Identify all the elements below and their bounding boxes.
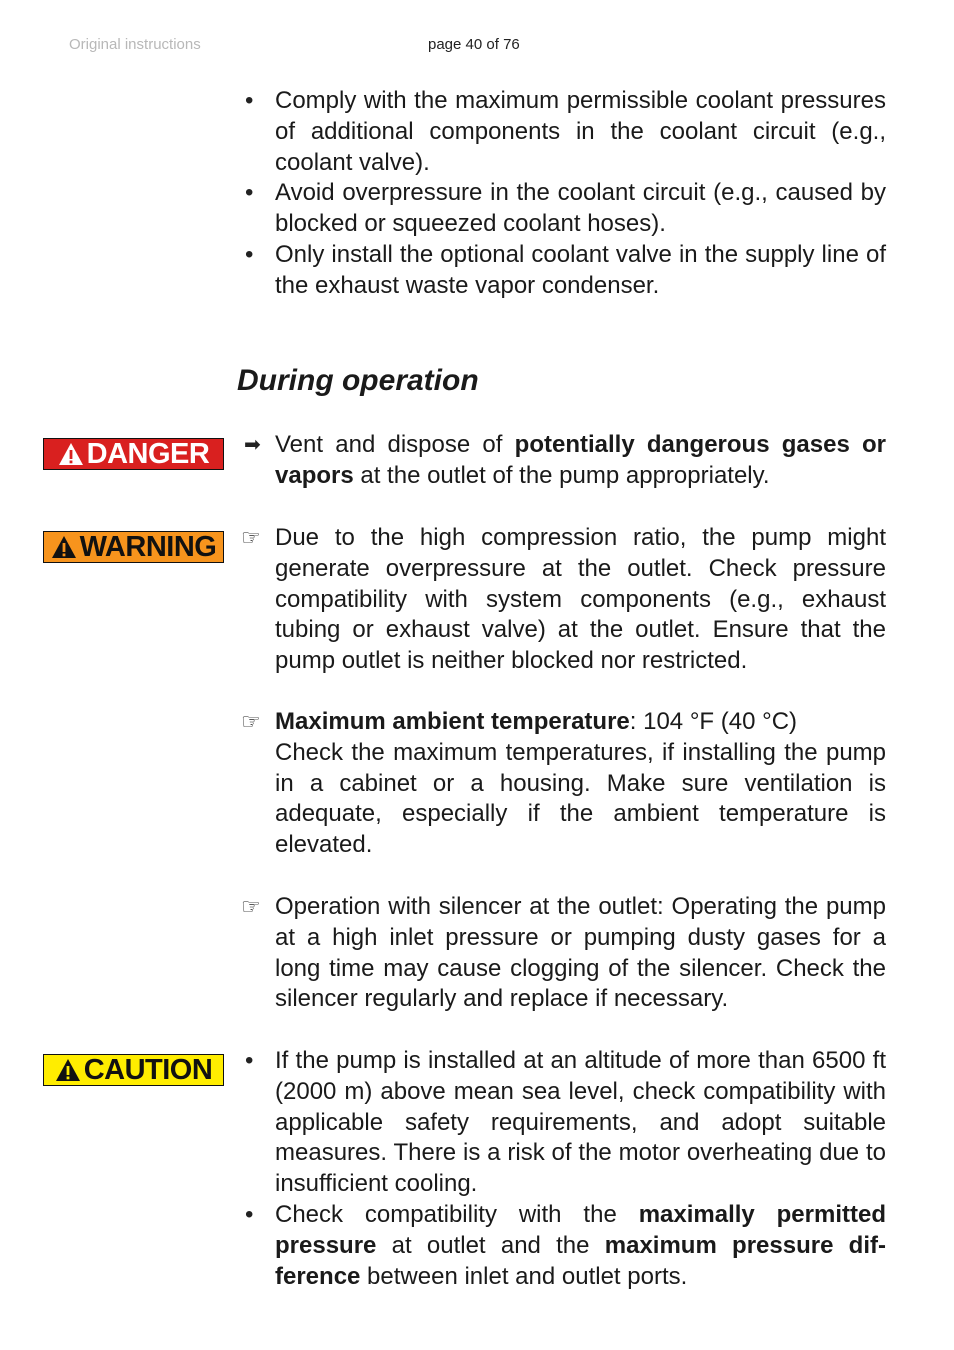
bullet-icon: • [245, 179, 254, 206]
arrow-right-icon: ➡ [244, 434, 261, 456]
warning-instruction [275, 707, 886, 861]
text-segment: Check compatibility with the [275, 1201, 639, 1228]
bullet-icon: • [245, 87, 254, 114]
warning-instruction: Operation with silencer at the outlet: Operating the pump at a high inlet pressure or pumping dusty gases for a long time may cause clogging of the silencer. Check the silencer regularly and replace if necessary. [275, 893, 886, 1013]
list-item: Only install the optional coolant valve in the supply line of the exhaust waste vapor condenser. [275, 241, 886, 299]
emphasis-text: maximally permitted pressure [275, 1201, 886, 1259]
list-item: If the pump is installed at an altitude of more than 6500 ft (2000 m) above mean sea level, check compatibility with applicable safety requirements, and adopt suitable measures. There is a risk of the motor overheating due to insufficient cooling. [275, 1047, 886, 1198]
pointing-hand-icon: ☞ [241, 894, 261, 919]
warning-triangle-icon [55, 1058, 81, 1082]
list-item [275, 1200, 886, 1292]
list-item: Avoid overpressure in the coolant circuit (e.g., caused by blocked or squeezed coolant hoses). [275, 179, 886, 237]
document-label: Original instructions [69, 36, 201, 53]
emphasis-text: Maximum ambient temperature [275, 708, 630, 735]
pointing-hand-icon: ☞ [241, 709, 261, 734]
danger-sign [43, 438, 224, 470]
warning-triangle-icon [58, 442, 84, 466]
pointing-hand-icon: ☞ [241, 525, 261, 550]
bullet-icon: • [245, 1047, 254, 1074]
bullet-icon: • [245, 1201, 254, 1228]
text-segment: Vent and dispose of [275, 431, 515, 458]
section-title: During operation [237, 364, 479, 397]
danger-label: DANGER [86, 437, 210, 470]
emphasis-text: maximum pressure difference [275, 1231, 886, 1290]
caution-sign [43, 1054, 224, 1086]
warning-instruction: Due to the high compression ratio, the pump might generate overpressure at the outlet. Check pressure compatibility with system components (e.g., exhaust tubing or exhaust valve) at the outlet. Ensure that the pump outlet is neither blocked nor restricted. [275, 524, 886, 675]
warning-label: WARNING [79, 530, 217, 563]
text-segment: at the outlet of the pump appropriately. [353, 461, 770, 489]
emphasis-text: potentially dangerous gases or vapors [275, 431, 887, 489]
text-segment: Check the maximum temperatures, if installing the pump in a cabinet or a housing. Make sure ventilation is adequate, especially if the ambient temperature is elevated. [275, 738, 886, 859]
text-segment: between inlet and outlet ports. [360, 1262, 688, 1290]
caution-label: CAUTION [83, 1053, 213, 1086]
warning-sign [43, 531, 224, 563]
text-segment: at outlet and the [376, 1231, 605, 1259]
page-number: page 40 of 76 [428, 36, 520, 53]
danger-instruction [275, 430, 886, 492]
warning-triangle-icon [51, 535, 77, 559]
temperature-value: : 104 °F (40 °C) [629, 708, 798, 735]
bullet-icon: • [245, 241, 254, 268]
list-item: Comply with the maximum permissible coolant pressures of additional components in the coolant circuit (e.g., coolant valve). [275, 87, 886, 176]
